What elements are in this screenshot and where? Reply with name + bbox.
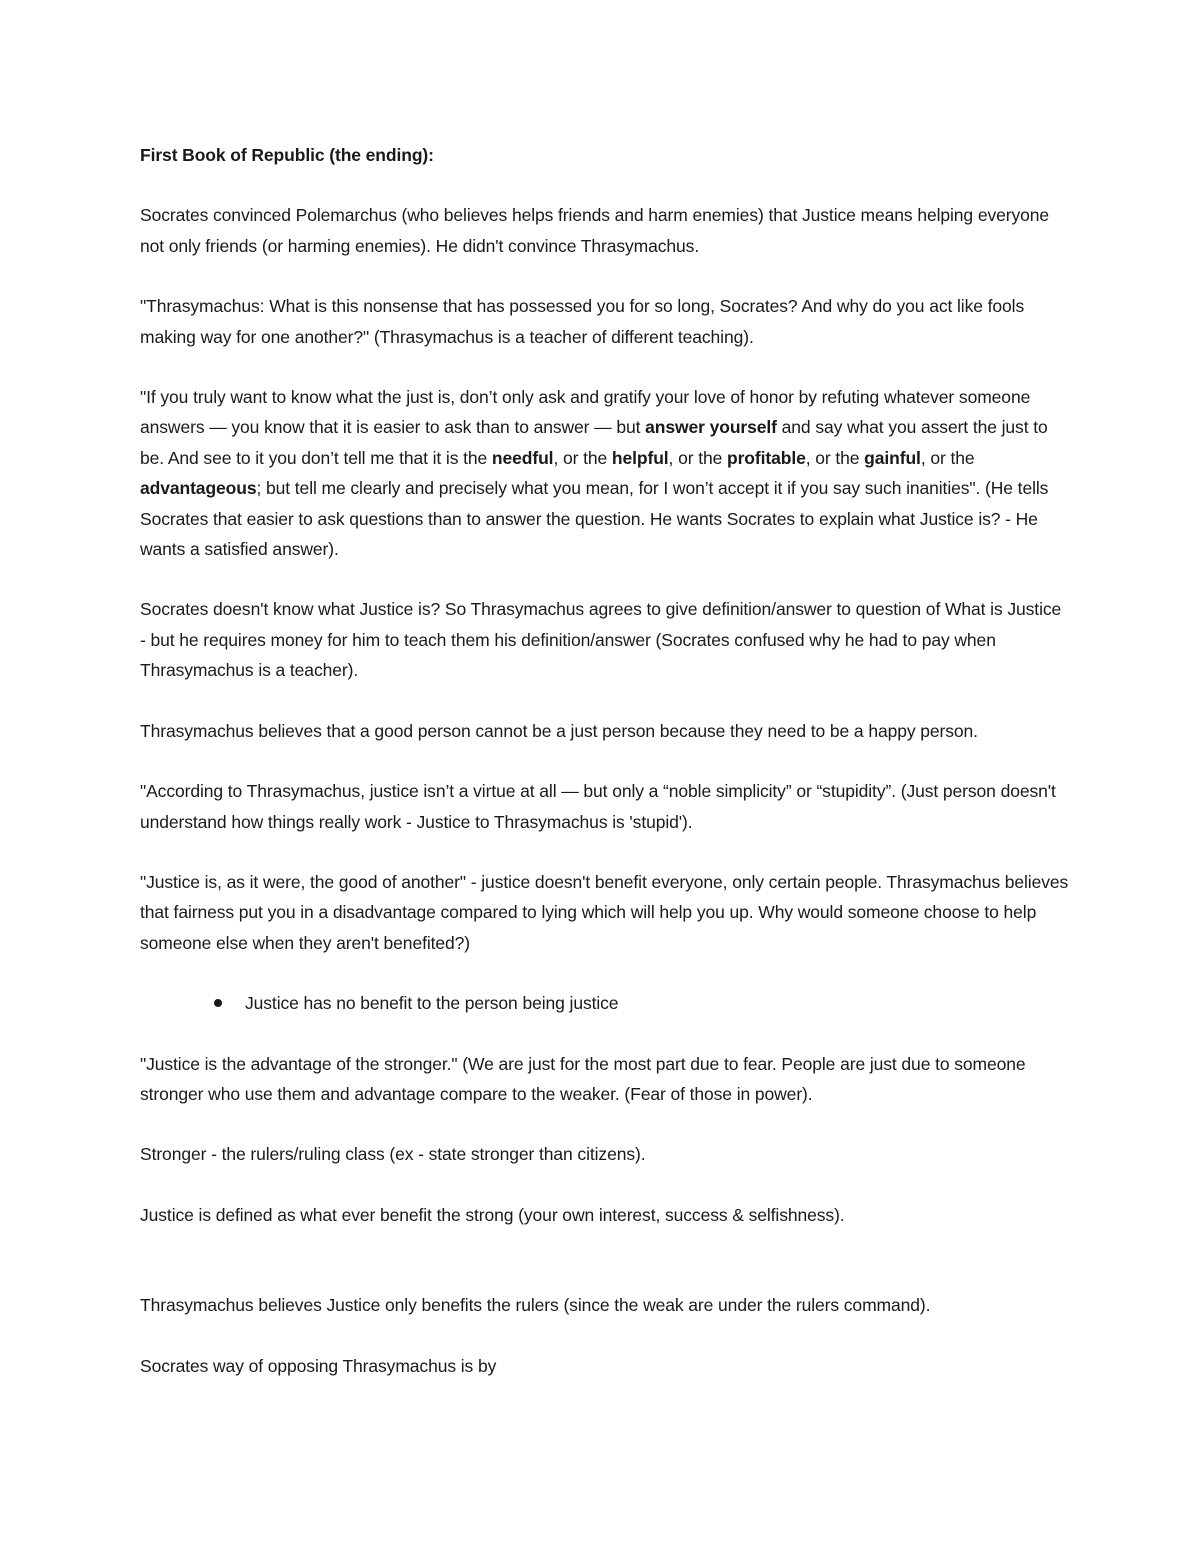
paragraph-good-person: Thrasymachus believes that a good person cannot be a just person because they need to be a happy person. (140, 720, 978, 741)
bold-word-helpful: helpful (611, 447, 669, 468)
paragraph-socrates-opposing: Socrates way of opposing Thrasymachus is by (140, 1355, 497, 1376)
bullet-text: Justice has no benefit to the person being justice (245, 993, 619, 1014)
document-title: First Book of Republic (the ending): (140, 145, 434, 165)
paragraph-justice-defined: Justice is defined as what ever benefit the strong (your own interest, success & selfishness). (140, 1204, 845, 1225)
bold-word-advantageous: advantageous (140, 478, 257, 499)
bold-word-needful: needful (491, 447, 554, 468)
text-run: , or the (668, 447, 727, 468)
paragraph-answer-yourself (140, 382, 1070, 564)
paragraph-noble-simplicity: "According to Thrasymachus, justice isn’t a virtue at all — but only a “noble simplicity” or “stupidity”. (Just person doesn't understand how things really work - Justice to Thrasymachus is 'stupid'). (140, 781, 1056, 832)
bullet-icon (214, 999, 222, 1007)
text-run: and say what you assert the just to be. And see to it you don’t tell me that it is the (140, 417, 1048, 468)
text-run: ; but tell me clearly and precisely what you mean, for I won’t accept it if you say such inanities". (He tells Socrates that easier to ask questions than to answer the question. He wants Socrates to explain what Justice is? - He wants a satisfied answer). (140, 478, 1049, 560)
text-run: , or the (553, 447, 612, 468)
paragraph-benefits-rulers: Thrasymachus believes Justice only benefits the rulers (since the weak are under the rulers command). (140, 1295, 931, 1316)
paragraph-stronger-definition: Stronger - the rulers/ruling class (ex - state stronger than citizens). (140, 1144, 646, 1165)
text-run: , or the (805, 447, 865, 468)
paragraph-definition-money: Socrates doesn't know what Justice is? So Thrasymachus agrees to give definition/answer to question of What is Justice - but he requires money for him to teach them his definition/answer (Socrates confused why he had to pay when Thrasymachus is a teacher). (140, 599, 1062, 681)
paragraph-polemarchus: Socrates convinced Polemarchus (who believes helps friends and harm enemies) that Justice means helping everyone not only friends (or harming enemies). He didn't convince Thrasymachus. (140, 205, 1050, 256)
document-page (140, 140, 1070, 1411)
bold-word-gainful: gainful (864, 447, 921, 468)
bold-word-profitable: profitable (726, 447, 806, 468)
bold-phrase-answer-yourself: answer yourself (645, 417, 777, 438)
paragraph-thrasymachus-quote: "Thrasymachus: What is this nonsense that has possessed you for so long, Socrates? And why do you act like fools making way for one another?" (Thrasymachus is a teacher of different teaching). (140, 296, 1025, 347)
paragraph-good-of-another: "Justice is, as it were, the good of another" - justice doesn't benefit everyone, only certain people. Thrasymachus believes that fairness put you in a disadvantage compared to lying which will help you up. Why would someone choose to help someone else when they aren't benefited?) (140, 871, 1069, 953)
text-run: "If you truly want to know what the just is, don’t only ask and gratify your love of honor by refuting whatever someone answers — you know that it is easier to ask than to answer — but (140, 387, 1031, 438)
paragraph-advantage-of-stronger: "Justice is the advantage of the stronger." (We are just for the most part due to fear. People are just due to someone stronger who use them and advantage compare to the weaker. (Fear of those in power). (140, 1053, 1026, 1104)
bullet-list-item (140, 988, 1070, 1018)
text-run: , or the (920, 447, 975, 468)
